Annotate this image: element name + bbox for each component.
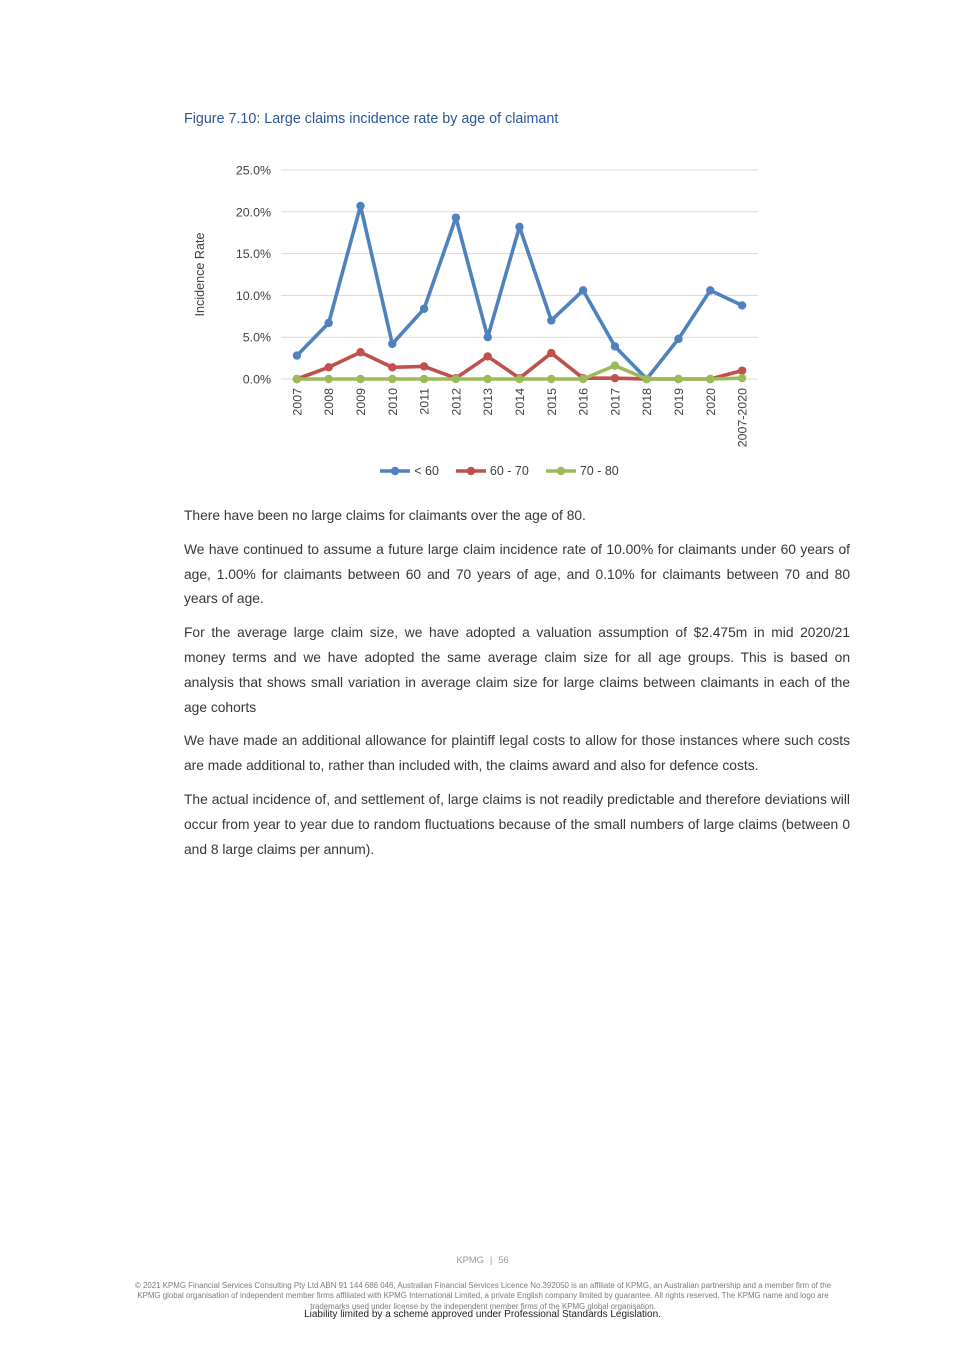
legend-item-60-70: [455, 464, 529, 478]
data-point: [388, 375, 396, 383]
x-tick-label: 2017: [608, 388, 623, 416]
paragraph: We have continued to assume a future large claim incidence rate of 10.00% for claimants under 60 years of age, 1.00% for claimants between 60 and 70 years of age, and 0.10% for claimants between 70 and 80 years of age.: [184, 541, 850, 607]
data-point: [674, 375, 682, 383]
x-tick-label: 2008: [322, 388, 337, 416]
paragraph: We have made an additional allowance for plaintiff legal costs to allow for those instances where such costs are made additional to, rather than included with, the claims award and also for defence costs.: [184, 733, 850, 774]
data-point: [484, 333, 492, 341]
data-point: [484, 375, 492, 383]
liability-statement: Liability limited by a scheme approved under Professional Standards Legislation.: [304, 1309, 661, 1320]
data-point: [484, 352, 492, 360]
x-tick-label: 2019: [672, 388, 686, 416]
data-point: [325, 363, 333, 371]
data-point: [515, 375, 523, 383]
legend-label: < 60: [414, 464, 439, 478]
line-marker-icon: [455, 466, 487, 476]
page-number: 56: [498, 1255, 509, 1265]
x-tick-label: 2009: [354, 388, 368, 416]
legend-label: 70 - 80: [579, 464, 619, 478]
x-tick-label: 2013: [481, 388, 496, 416]
figure-title: Figure 7.10: Large claims incidence rate by age of claimant: [184, 111, 559, 127]
y-tick-label: 20.0%: [235, 205, 271, 220]
legend-item-70-80: [545, 464, 619, 478]
y-tick-label: 0.0%: [242, 372, 271, 387]
data-point: [738, 374, 746, 382]
paragraph: The actual incidence of, and settlement of, large claims is not readily predictable and therefore deviations will occur from year to year due to random fluctuations because of the small numbers of large claims (between 0 and 8 large claims per annum).: [184, 791, 850, 857]
data-point: [325, 319, 333, 327]
line-marker-icon: [379, 466, 411, 476]
line-marker-icon: [545, 466, 577, 476]
data-point: [579, 286, 587, 294]
data-point: [674, 335, 682, 343]
chart-legend: [184, 464, 814, 478]
data-point: [738, 301, 746, 309]
data-point: [293, 351, 301, 359]
data-point: [356, 202, 364, 210]
data-point: [579, 375, 587, 383]
x-tick-label: 2018: [640, 388, 655, 416]
data-point: [325, 375, 333, 383]
data-point: [293, 375, 301, 383]
y-tick-label: 25.0%: [235, 163, 271, 178]
data-point: [611, 342, 619, 350]
data-point: [515, 223, 523, 231]
paragraph: For the average large claim size, we have adopted a valuation assumption of $2.475m in mid 2020/21 money terms and we have adopted the same average claim size for all age groups. This is based on analysis that shows small variation in average claim size for large claims between claimants in each of the age cohorts: [184, 625, 850, 715]
x-tick-label: 2020: [703, 388, 718, 416]
data-point: [643, 375, 651, 383]
footer-divider: |: [489, 1255, 493, 1265]
page-footer: [0, 1255, 965, 1265]
data-point: [420, 362, 428, 370]
x-tick-label: 2016: [576, 388, 591, 416]
data-point: [547, 349, 555, 357]
data-point: [452, 213, 460, 221]
data-point: [356, 348, 364, 356]
copyright-notice: © 2021 KPMG Financial Services Consulting Pty Ltd ABN 91 144 686 046, Australian Financial Services Licence No.392050 is an affiliate of KPMG, an Australian partnership and a member firm of the KPMG global organisation of independent member firms affiliated with KPMG International Limited, a private English company limited by guarantee. All rights reserved. The KPMG name and logo are trademarks used under license by the independent member firms of the KPMG global organisation.: [134, 1281, 832, 1311]
data-point: [420, 375, 428, 383]
data-point: [388, 340, 396, 348]
incidence-chart-plot: [184, 148, 814, 460]
x-tick-label: 2011: [417, 388, 432, 415]
data-point: [738, 366, 746, 374]
x-tick-label: 2014: [513, 388, 527, 416]
y-tick-label: 15.0%: [235, 247, 271, 262]
x-tick-label: 2012: [449, 388, 464, 416]
data-point: [547, 375, 555, 383]
data-point: [452, 375, 460, 383]
data-point: [356, 375, 364, 383]
data-point: [611, 374, 619, 382]
data-point: [611, 361, 619, 369]
data-point: [706, 286, 714, 294]
x-tick-label: 2015: [544, 388, 559, 416]
footer-brand: KPMG: [456, 1255, 484, 1265]
paragraph: There have been no large claims for claimants over the age of 80.: [184, 508, 586, 523]
data-point: [388, 363, 396, 371]
x-tick-label: 2010: [385, 388, 400, 416]
x-tick-label: 2007-2020: [735, 388, 750, 448]
legend-item-under-60: [379, 464, 439, 478]
y-axis-title: Incidence Rate: [193, 232, 207, 317]
body-text: [184, 504, 850, 871]
data-point: [547, 316, 555, 324]
legend-label: 60 - 70: [489, 464, 529, 478]
y-tick-label: 5.0%: [242, 330, 271, 345]
incidence-rate-chart: [184, 148, 814, 478]
data-point: [420, 305, 428, 313]
y-tick-label: 10.0%: [235, 288, 271, 303]
x-tick-label: 2007: [290, 388, 305, 416]
data-point: [706, 375, 714, 383]
